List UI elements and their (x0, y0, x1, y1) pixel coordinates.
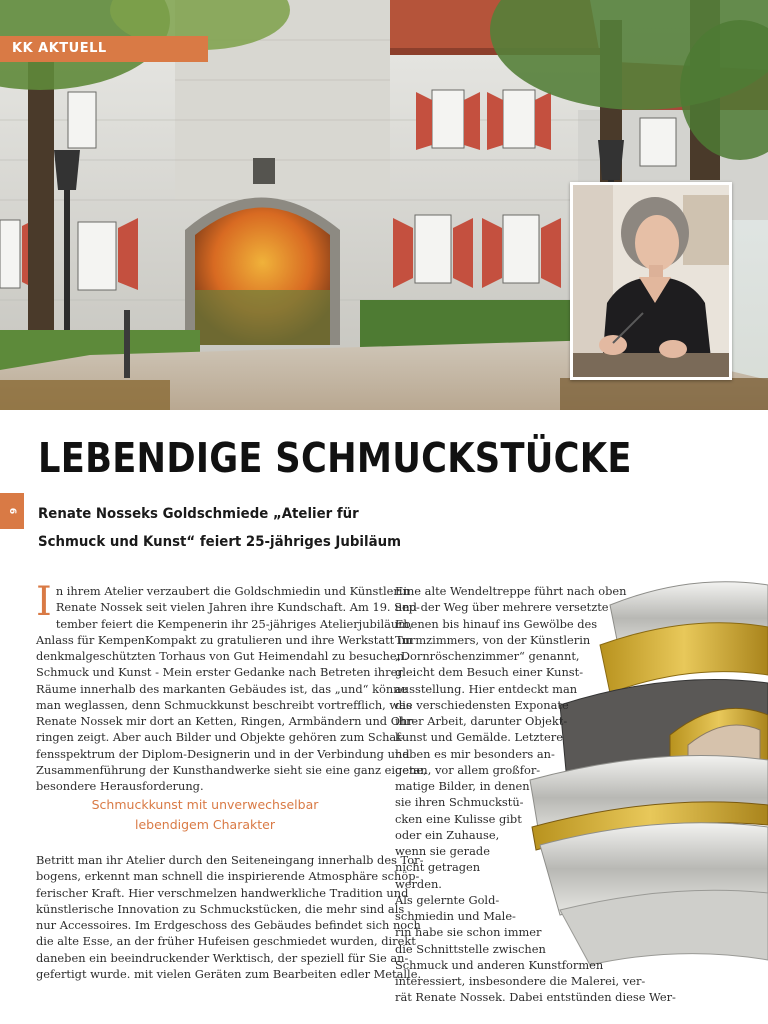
text-line: getan, vor allem großfor- (395, 762, 541, 777)
text-line: cken eine Kulisse gibt (395, 811, 522, 826)
text-line: und der Weg über mehrere versetzte (395, 600, 609, 615)
text-line: interessiert, insbesondere die Malerei, ver- (395, 974, 646, 988)
text-line: die Schnittstelle zwischen (395, 941, 546, 956)
text-line: ringen zeigt. Aber auch Bilder und Objekte gehören zum Schaf- (36, 730, 404, 745)
text-line: Schmuck und anderen Kunstformen (395, 957, 604, 972)
text-line: nicht getragen (395, 860, 481, 875)
text-line: besondere Herausforderung. (36, 779, 204, 793)
text-line: gefertigt wurde. mit vielen Geräten zum Bearbeiten edler Metalle. (36, 966, 422, 981)
text-line: Anlass für KempenKompakt zu gratulieren und ihre Werkstatt im (36, 632, 413, 647)
text-line: matige Bilder, in denen (395, 779, 530, 793)
intro-paragraph (36, 579, 427, 794)
article-subtitle (38, 500, 401, 556)
text-line: schmiedin und Male- (395, 909, 516, 923)
text-line: Ebenen bis hinauf ins Gewölbe des (395, 616, 598, 631)
text-line: die alte Esse, an der früher Hufeisen geschmiedet wurden, direkt (36, 934, 416, 949)
page-number: 6 (7, 507, 17, 515)
text-line: haben es mir besonders an- (395, 746, 555, 761)
text-line: kunst und Gemälde. Letztere (395, 730, 563, 745)
text-line: sie ihren Schmuckstü- (395, 795, 524, 810)
text-line: Turmzimmers, von der Künstlerin (395, 632, 591, 647)
text-line: denkmalgeschützten Torhaus von Gut Heimendahl zu besuchen. (36, 649, 408, 663)
text-line: ferischer Kraft. Hier verschmelzen handwerkliche Tradition und (36, 885, 409, 900)
text-line: Räume innerhalb des markanten Gebäudes ist, das „und“ könne (36, 681, 408, 696)
column-two (395, 583, 676, 1006)
text-line: künstlerische Innovation zu Schmuckstücken, die mehr sind als (36, 901, 405, 916)
text-line: Renate Nossek mir dort an Ketten, Ringen, Armbändern und Ohr- (36, 714, 417, 728)
text-line: rät Renate Nossek. Dabei entstünden diese Wer- (395, 990, 676, 1005)
text-line: wenn sie gerade (395, 844, 490, 858)
crosshead (36, 795, 374, 835)
portrait-photo-renate-nossek (570, 182, 732, 380)
drop-cap: I (36, 579, 52, 625)
text-line: n ihrem Atelier verzaubert die Goldschmiedin und Künstlerin (55, 584, 410, 598)
text-line: daneben ein beeindruckender Werktisch, der speziell für Sie an- (36, 950, 409, 965)
text-line: Renate Nossek seit vielen Jahren ihre Kundschaft. Am 19. Sep- (55, 600, 420, 615)
text-line: gleicht dem Besuch einer Kunst- (395, 665, 584, 680)
text-line: fensspektrum der Diplom-Designerin und in der Verbindung und (36, 746, 410, 761)
text-line: die verschiedensten Exponate (395, 697, 569, 712)
text-line: tember feiert die Kempenerin ihr 25-jähriges Atelierjubiläum, (55, 616, 413, 631)
text-line: Schmuck und Kunst - Mein erster Gedanke nach Betreten ihrer (36, 665, 403, 680)
crosshead-line: lebendigem Charakter (135, 817, 275, 832)
text-line: man weglassen, denn Schmuckkunst beschreibt vortrefflich, was (36, 697, 412, 712)
page-number-tab (0, 493, 24, 529)
text-line: werden. (395, 876, 442, 891)
subtitle-line: Renate Nosseks Goldschmiede „Atelier für (38, 506, 359, 522)
section-tag: KK AKTUELL (0, 36, 208, 62)
text-line: Betritt man ihr Atelier durch den Seiteneingang innerhalb des Tor- (36, 853, 424, 867)
text-line: nur Accessoires. Im Erdgeschoss des Gebäudes befindet sich noch (36, 918, 421, 932)
text-line: Als gelernte Gold- (395, 892, 500, 907)
text-line: Zusammenführung der Kunsthandwerke sieht sie eine ganz eigene, (36, 762, 427, 777)
text-line: rin habe sie schon immer (395, 925, 542, 940)
text-line: bogens, erkennt man schnell die inspirierende Atmosphäre schöp- (36, 869, 420, 884)
text-line: ihrer Arbeit, darunter Objekt- (395, 714, 568, 728)
text-line: ausstellung. Hier entdeckt man (395, 681, 578, 696)
text-line: „Dornröschenzimmer“ genannt, (395, 649, 580, 663)
subtitle-line: Schmuck und Kunst“ feiert 25-jähriges Jubiläum (38, 534, 401, 550)
text-line: oder ein Zuhause, (395, 827, 500, 842)
article-headline: LEBENDIGE SCHMUCKSTÜCKE (38, 434, 632, 482)
crosshead-line: Schmuckkunst mit unverwechselbar (91, 797, 319, 812)
text-line: Eine alte Wendeltreppe führt nach oben (395, 584, 627, 598)
